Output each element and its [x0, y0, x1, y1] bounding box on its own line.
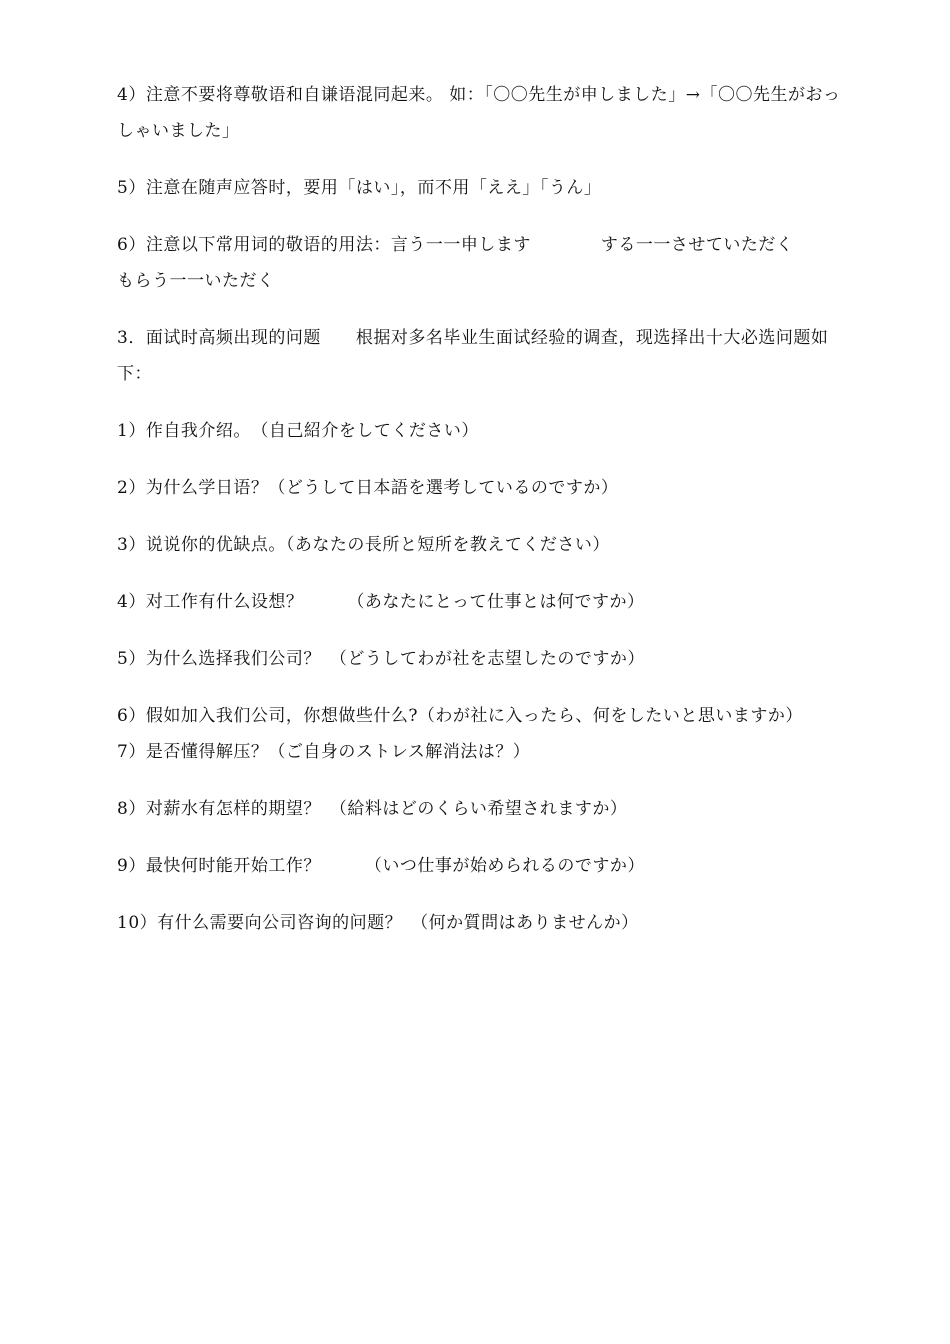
question-item-1: 1）作自我介绍。 （自己紹介をしてください） — [117, 421, 479, 441]
question-item-5: 5）为什么选择我们公司？ （どうしてわが社を志望したのですか） — [117, 649, 645, 669]
question-item-3: 3）说说你的优缺点。（あなたの長所と短所を教えてください） — [117, 535, 610, 555]
question-item-10: 10）有什么需要向公司咨询的问题？ （何か質問はありませんか） — [117, 913, 639, 933]
question-item-4: 4）对工作有什么设想？ （あなたにとって仕事とは何ですか） — [117, 592, 645, 612]
paragraph-honorific-mixing: 4）注意不要将尊敬语和自谦语混同起来。 如：「〇〇先生が申しました」→「〇〇先生がおっしゃいました」 — [117, 85, 841, 141]
document-body — [117, 77, 864, 962]
question-item-9: 9）最快何时能开始工作？ （いつ仕事が始められるのですか） — [117, 856, 645, 876]
section-heading-frequent-questions: 3．面试时高频出现的问题 根据对多名毕业生面试经验的调查，现选择出十大必选问题如下： — [117, 328, 829, 384]
question-item-8: 8）对薪水有怎样的期望？ （給料はどのくらい希望されますか） — [117, 799, 628, 819]
question-item-6-7: 6）假如加入我们公司，你想做些什么?（わが社に入ったら、何をしたいと思いますか） 7）是否懂得解压？（ご自身のストレス解消法は？） — [117, 706, 830, 762]
paragraph-common-honorifics: 6）注意以下常用词的敬语的用法：言う一一申します する一一させていただく もらう一一いただく — [117, 235, 864, 291]
question-item-2: 2）为什么学日语？（どうして日本語を選考しているのですか） — [117, 478, 619, 498]
paragraph-response-words: 5）注意在随声应答时，要用「はい」，而不用「ええ」「うん」 — [117, 178, 602, 198]
